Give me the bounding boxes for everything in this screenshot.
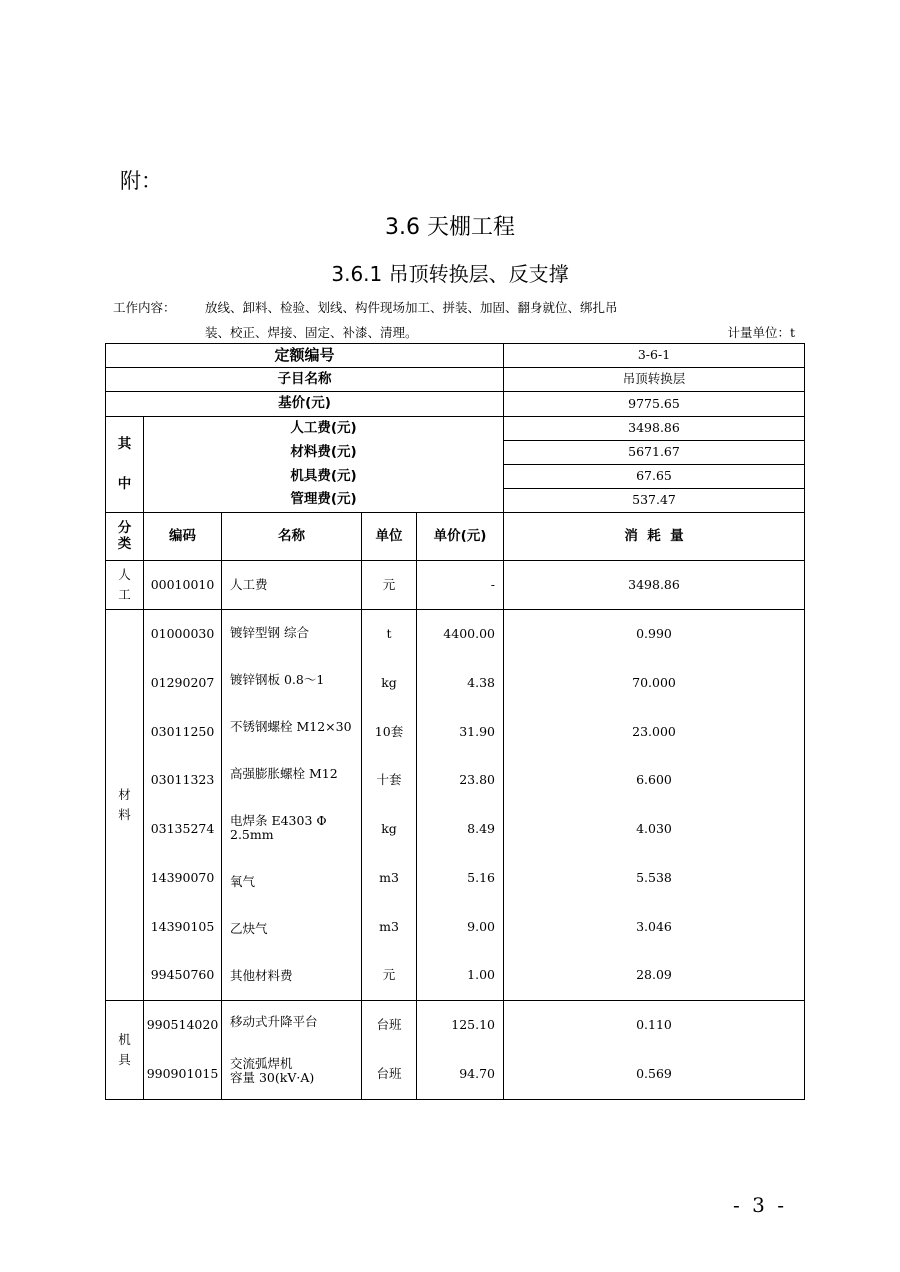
material-name: 氧气 [230, 874, 256, 890]
material-qty: 5.538 [636, 869, 672, 885]
subsection-title: 3.6.1 吊顶转换层、反支撑 [331, 262, 569, 286]
material-price: 23.80 [459, 772, 495, 788]
category-machinery [106, 1001, 144, 1100]
material-qty: 4.030 [636, 821, 672, 837]
category-materials-char-1: 材 [118, 786, 131, 802]
machine-unit: 台班 [376, 1017, 402, 1033]
materials-codes [144, 610, 222, 1001]
machinery-prices [417, 1001, 504, 1100]
category-machinery-char-2: 具 [118, 1052, 131, 1067]
material-name: 乙炔气 [230, 921, 268, 937]
material-code: 01000030 [150, 626, 215, 642]
material-name: 不锈钢螺栓 M12×30 [230, 719, 352, 735]
row-price: - [417, 561, 504, 610]
machine-name-cont: 容量 30(kV·A) [230, 1069, 315, 1085]
material-price: 9.00 [467, 918, 495, 934]
machine-name-multiline [230, 1057, 361, 1086]
quota-code-label: 定额编号 [106, 344, 504, 368]
header-code: 编码 [144, 513, 222, 561]
materials-units [362, 610, 417, 1001]
material-code: 01290207 [150, 674, 215, 690]
breakdown-value: 3498.86 [504, 417, 805, 441]
material-code: 03135274 [150, 821, 215, 837]
material-unit: m3 [379, 869, 399, 885]
header-category [106, 513, 144, 561]
of-which-char-1: 其 [117, 435, 132, 452]
material-qty: 28.09 [636, 967, 672, 983]
row-code: 00010010 [144, 561, 222, 610]
machine-code: 990514020 [146, 1017, 219, 1033]
breakdown-label: 管理费(元) [144, 489, 504, 513]
material-price: 31.90 [459, 723, 495, 739]
breakdown-label: 人工费(元) [144, 417, 504, 441]
header-unit: 单位 [362, 513, 417, 561]
material-unit: kg [381, 674, 397, 690]
category-labor-char-1: 人 [118, 566, 131, 582]
measurement-unit: 计量单位：t [727, 325, 795, 340]
item-name-value: 吊顶转换层 [504, 368, 805, 392]
machinery-qtys [504, 1001, 805, 1100]
material-name: 镀锌型钢 综合 [230, 625, 309, 641]
material-qty: 0.990 [636, 626, 672, 642]
material-price: 4.38 [467, 674, 495, 690]
machine-qty: 0.110 [636, 1017, 672, 1033]
quota-table [105, 343, 805, 1100]
material-price: 5.16 [467, 869, 495, 885]
material-qty: 70.000 [632, 674, 676, 690]
work-content-label: 工作内容： [113, 300, 176, 315]
material-price: 1.00 [467, 967, 495, 983]
material-price: 8.49 [467, 821, 495, 837]
row-qty: 3498.86 [504, 561, 805, 610]
category-labor-char-2: 工 [118, 587, 131, 602]
material-code: 99450760 [150, 967, 215, 983]
row-unit: 元 [362, 561, 417, 610]
materials-names [222, 610, 362, 1001]
material-code: 14390105 [150, 918, 215, 934]
machine-qty: 0.569 [636, 1066, 672, 1082]
material-qty: 6.600 [636, 772, 672, 788]
material-name: 镀锌钢板 0.8～1 [230, 672, 325, 688]
material-unit: 元 [382, 967, 396, 983]
machine-unit: 台班 [376, 1066, 402, 1082]
materials-qtys [504, 610, 805, 1001]
page-number: - 3 - [733, 1193, 787, 1217]
material-name: 高强膨胀螺栓 M12 [230, 766, 338, 782]
breakdown-value: 537.47 [504, 489, 805, 513]
material-code: 14390070 [150, 869, 215, 885]
breakdown-value: 67.65 [504, 465, 805, 489]
material-unit: 十套 [376, 772, 402, 788]
breakdown-label: 材料费(元) [144, 441, 504, 465]
material-name: 其他材料费 [230, 968, 293, 984]
category-materials-char-2: 料 [118, 807, 131, 822]
material-name-multiline [230, 814, 361, 843]
breakdown-label: 机具费(元) [144, 465, 504, 489]
material-name-cont: 2.5mm [230, 827, 274, 843]
material-unit: m3 [379, 918, 399, 934]
of-which-cell [106, 417, 144, 513]
quota-code-value: 3-6-1 [504, 344, 805, 368]
machine-price: 125.10 [451, 1017, 495, 1033]
row-name: 人工费 [222, 561, 362, 610]
machinery-codes [144, 1001, 222, 1100]
machine-price: 94.70 [459, 1066, 495, 1082]
material-qty: 23.000 [632, 723, 676, 739]
category-machinery-char-1: 机 [118, 1031, 131, 1047]
breakdown-value: 5671.67 [504, 441, 805, 465]
material-name: 电焊条 E4303 Φ [230, 813, 327, 829]
work-content-line1: 放线、卸料、检验、划线、构件现场加工、拼装、加固、翻身就位、绑扎吊 [205, 300, 618, 315]
material-unit: 10套 [374, 723, 404, 739]
base-price-label: 基价(元) [106, 392, 504, 417]
section-title: 3.6 天棚工程 [385, 215, 515, 240]
header-name: 名称 [222, 513, 362, 561]
attachment-prefix: 附： [120, 169, 162, 193]
machine-code: 990901015 [146, 1066, 219, 1082]
base-price-value: 9775.65 [504, 392, 805, 417]
material-price: 4400.00 [443, 626, 495, 642]
material-unit: t [386, 626, 392, 642]
material-unit: kg [381, 821, 397, 837]
material-qty: 3.046 [636, 918, 672, 934]
header-unit-price: 单价(元) [417, 513, 504, 561]
category-materials [106, 610, 144, 1001]
item-name-label: 子目名称 [106, 368, 504, 392]
materials-prices [417, 610, 504, 1001]
category-labor [106, 561, 144, 610]
header-consumption: 消 耗 量 [504, 513, 805, 561]
machine-name: 交流弧焊机 [230, 1055, 293, 1071]
machinery-units [362, 1001, 417, 1100]
header-category-char-1: 分 [117, 519, 132, 536]
material-code: 03011323 [150, 772, 215, 788]
header-category-char-2: 类 [117, 535, 132, 552]
of-which-char-2: 中 [117, 475, 132, 492]
work-content-line2: 装、校正、焊接、固定、补漆、清理。 [205, 325, 418, 340]
machine-name: 移动式升降平台 [230, 1013, 318, 1029]
machinery-names [222, 1001, 362, 1100]
material-code: 03011250 [150, 723, 215, 739]
